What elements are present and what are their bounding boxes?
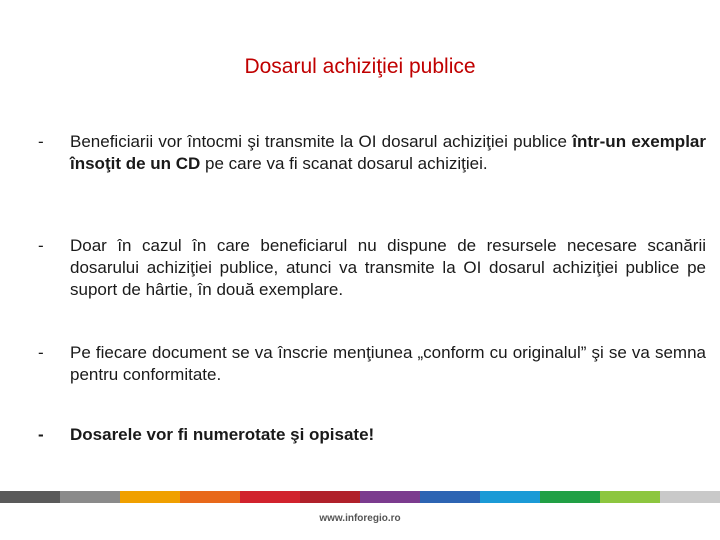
color-strip-segment — [420, 491, 480, 503]
color-strip-segment — [60, 491, 120, 503]
bullet-item — [36, 342, 706, 386]
bullet-dash: - — [38, 425, 44, 444]
bullet-item — [36, 235, 706, 301]
bullet-text — [70, 132, 706, 173]
bullet-text-part: Beneficiarii vor întocmi şi transmite la OI dosarul achiziţiei publice — [70, 132, 573, 151]
color-strip-segment — [540, 491, 600, 503]
bullet-text: Pe fiecare document se va înscrie menţiunea „conform cu originalul” şi se va semna pentru conformitate. — [70, 343, 706, 385]
bullet-item — [36, 424, 706, 446]
bullet-dash: - — [38, 236, 44, 255]
color-strip-segment — [480, 491, 540, 503]
bullet-dash: - — [38, 343, 44, 362]
bullet-text-part: pe care va fi scanat dosarul achiziţiei. — [200, 154, 488, 174]
color-strip-segment — [240, 491, 300, 503]
bullet-item — [36, 131, 706, 175]
footer-url: www.inforegio.ro — [319, 513, 401, 524]
color-strip-segment — [120, 491, 180, 503]
bullet-text-emphasis: într-un exemplar însoţit de un CD — [70, 132, 706, 174]
color-strip-segment — [300, 491, 360, 503]
color-strip-segment — [600, 491, 660, 503]
bullet-text: Doar în cazul în care beneficiarul nu dispune de resursele necesare scanării dosarului achiziţiei publice, atunci va transmite la OI dosarul achiziţiei publice pe suport de hârtie, în două exemplare. — [70, 236, 706, 300]
bullet-text: Dosarele vor fi numerotate şi opisate! — [70, 425, 375, 444]
color-strip-segment — [180, 491, 240, 503]
bullet-dash: - — [38, 132, 44, 151]
color-strip-segment — [660, 491, 720, 503]
footer-color-strip — [0, 491, 720, 503]
color-strip-segment — [360, 491, 420, 503]
color-strip-segment — [0, 491, 60, 503]
slide-title: Dosarul achiziţiei publice — [244, 55, 476, 78]
